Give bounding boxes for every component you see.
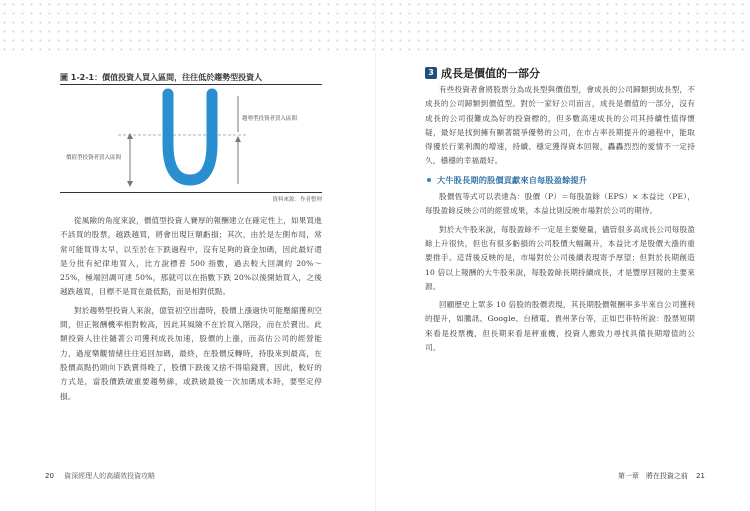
left-paragraph-1: 從風險的角度來說，價值型投資人賽厚的報酬建立在確定性上，如果買進不該買的股票，越跌越買，將會出現巨額虧損；其次，由於是左側布局，常常可能買得太早，以至於在下跌過程中，沒有足夠的資金加碼，因此最好還是分批有紀律地買入，比方說標普 500 指數，過去較大回調約 20%～ 25%，極端回調可達 50%，那就可以在指數下跌 20%以後開始買入，之後越跌越買，目標不是買在最低點，而是相對低點。 (60, 216, 322, 297)
figure-source: 資料來源：作者整理 (272, 197, 322, 203)
right-paragraph-1: 有些投資者會將股票分為成長型與價值型，會成長的公司歸類到成長型，不成長的公司歸類到價值型。對於一家好公司而言，成長是價值的一部分，沒有成長的公司很難成為好的投資標的，但多數高速成長的公司其持續性值得懷疑，最好是找到擁有顯著競爭優勢的公司，在市占率長期提升的過程中，能取得優於行業利潤的增速，持續、穩定獲得資本回報，轟轟烈烈的愛情不一定持久，穩穩的幸福最好。 (425, 85, 695, 166)
bullet-icon (427, 178, 431, 182)
right-paragraph-2: 股價恆等式可以表達為：股價（P）＝每股盈餘（EPS）× 本益比（PE），每股盈餘反映公司的經營成果，本益比則反映市場對於公司的期待。 (425, 192, 695, 216)
buy-zone-diagram (60, 84, 322, 191)
section-heading (425, 65, 540, 81)
right-page-body (425, 83, 695, 359)
right-paragraph-4: 回顧歷史上眾多 10 倍股的股價表現，其長期股價報酬率多半來自公司獲利的提升，如騰訊、Google、台積電、貴州茅台等，正如巴菲特所說：股票短期來看是投票機，但長期來看是秤重機，投資人應致力尋找具備長期增值的公司。 (425, 300, 695, 353)
trend-buyer-label: 趨勢型投資者買入區間 (242, 116, 298, 122)
right-page-number: 21 (696, 472, 705, 480)
value-buyer-label: 價值型投資者買入區間 (66, 155, 122, 161)
subheading-text: 大牛股長期的股價貢獻來自每股盈餘提升 (437, 174, 588, 185)
section-number-badge: 3 (425, 67, 437, 79)
running-title: 資深經理人的高績效投資攻略 (64, 472, 156, 480)
chapter-label: 第一章 將在投資之前 (617, 472, 688, 480)
right-paragraph-3: 對於大牛股來說，每股盈餘不一定是主要變量，儘管很多高成長公司每股盈餘上升很快，但也有很多虧損的公司股價大幅飆升，本益比才是股價大漲的重要推手。這背後反映的是，市場對於公司後續表現寄予厚望；但對於長期創造 10 倍以上報酬的大牛股來說，每股盈餘長期持續成長，才是豐厚回報的主要來源。 (425, 224, 695, 291)
right-footer (618, 471, 705, 481)
u-curve (168, 94, 212, 180)
left-paragraph-2: 對於趨勢型投資人來說，億管初空出盡時，股價上漲過快可能壓縮獲利空間，但正報酬機率相對較高，因此其風險不在於買入階段，而在於賣出。此類投資人往往隨著公司獲利成長加速，股價的上漲，而高估公司的經營能力，過度樂觀情緒往往追回加碼，最終，在股價反轉時，持股來到最高，在股價高點扔頭向下跌賣得晚了，股價下跌後又捨不得賠錢賣，因此，較好的方式是，當股價跌破重要趨勢線，或跌破最後一次加碼成本時，要堅定停損。 (60, 305, 322, 401)
left-page-body (60, 214, 322, 408)
section-title: 成長是價值的一部分 (441, 67, 540, 80)
left-footer (45, 471, 155, 481)
left-page-number: 20 (45, 472, 54, 480)
page-gutter (375, 0, 376, 511)
figure-caption: 圖 1-2-1：價值投資人買入區間，往往低於趨勢型投資人 (60, 73, 263, 82)
subheading (425, 173, 695, 187)
